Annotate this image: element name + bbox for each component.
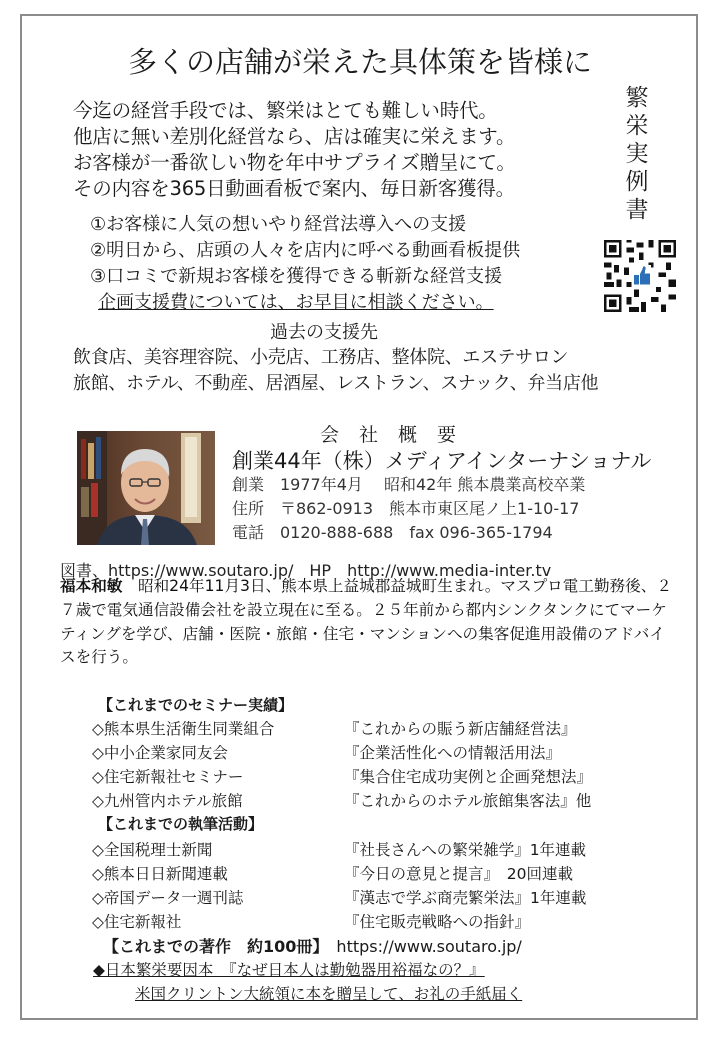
side-label-char: 繁 xyxy=(625,85,649,111)
seminar-org: ◇中小企業家同友会 xyxy=(92,744,228,762)
writing-heading: 【これまでの執筆活動】 xyxy=(98,815,264,833)
intro-line: お客様が一番欲しい物を年中サプライズ贈呈にて。 xyxy=(73,151,516,174)
seminar-heading: 【これまでのセミナー実績】 xyxy=(98,696,294,714)
company-name: 創業44年（株）メディアインターナショナル xyxy=(232,449,652,473)
clinton-note-line: 米国クリントン大統領に本を贈呈して、お礼の手紙届く xyxy=(135,985,523,1003)
company-founded: 創業 1977年4月 昭和42年 熊本農業高校卒業 xyxy=(232,475,586,494)
intro-line: その内容を365日動画看板で案内、毎日新客獲得。 xyxy=(73,177,515,200)
writing-org: ◇住宅新報社 xyxy=(92,913,182,931)
seminar-title: 『これからのホテル旅館集客法』他 xyxy=(344,792,592,810)
qr-code-icon[interactable] xyxy=(604,240,676,312)
books-url-link[interactable]: https://www.soutaro.jp/ xyxy=(336,937,522,956)
writing-org: ◇全国税理士新聞 xyxy=(92,841,213,859)
consult-line: 企画支援費については、お早目に相談ください。 xyxy=(98,292,494,313)
support-item: ①お客様に人気の想いやり経営法導入への支援 xyxy=(90,214,467,235)
featured-book-line: ◆日本繁栄要因本 『なぜ日本人は勤勉器用裕福なの？』 xyxy=(93,961,485,979)
intro-line: 今迄の経営手段では、繁栄はとても難しい時代。 xyxy=(73,99,498,122)
seminar-org: ◇住宅新報社セミナー xyxy=(92,768,244,786)
side-label-char: 例 xyxy=(625,169,649,195)
writing-title: 『住宅販売戦略への指針』 xyxy=(344,913,531,931)
company-address: 住所 〒862-0913 熊本市東区尾ノ上1-10-17 xyxy=(232,499,580,518)
company-overview-heading: 会社概要 xyxy=(320,424,477,446)
portrait-photo xyxy=(77,431,215,545)
company-phone: 電話 0120-888-688 fax 096-365-1794 xyxy=(232,523,553,542)
support-item: ③口コミで新規お客様を獲得できる斬新な経営支援 xyxy=(90,266,503,287)
website-line: 図書、https://www.soutaro.jp/ HP http://www.media-inter.tv xyxy=(60,561,552,580)
support-item: ②明日から、店頭の人々を店内に呼べる動画看板提供 xyxy=(90,240,521,261)
side-label-char: 栄 xyxy=(625,113,649,139)
side-label-char: 実 xyxy=(625,141,649,167)
seminar-org: ◇熊本県生活衛生同業組合 xyxy=(92,720,275,738)
writing-org: ◇帝国データ一週刊誌 xyxy=(92,889,244,907)
writing-org: ◇熊本日日新聞連載 xyxy=(92,865,228,883)
profile-text: 昭和24年11月3日、熊本県上益城郡益城町生まれ。マスプロ電工勤務後、２７歳で電気通信設備会社を設立現在に至る。２５年前から都内シンクタンクにてマーケティングを学び、店舗・医院・旅館・住宅・マンションへの集客促進用設備のアドバイスを行う。 xyxy=(60,577,672,667)
intro-line: 他店に無い差別化経営なら、店は確実に栄えます。 xyxy=(73,125,516,148)
seminar-title: 『企業活性化への情報活用法』 xyxy=(344,744,562,762)
seminar-org: ◇九州管内ホテル旅館 xyxy=(92,792,243,810)
profile-name: 福本和敏 xyxy=(60,577,123,595)
side-vertical-label xyxy=(622,84,652,224)
seminar-title: 『これからの賑う新店舗経営法』 xyxy=(344,720,577,738)
writing-title: 『社長さんへの繁栄雑学』1年連載 xyxy=(344,841,587,859)
writing-title: 『漢志で学ぶ商売繁栄法』1年連載 xyxy=(344,889,587,907)
books-heading-line xyxy=(103,934,522,957)
seminar-title: 『集合住宅成功実例と企画発想法』 xyxy=(344,768,593,786)
past-clients-heading: 過去の支援先 xyxy=(270,322,378,343)
side-label-char: 書 xyxy=(625,197,649,223)
past-clients-line: 旅館、ホテル、不動産、居酒屋、レストラン、スナック、弁当店他 xyxy=(73,373,599,394)
profile-bio xyxy=(60,575,675,670)
past-clients-line: 飲食店、美容理容院、小売店、工務店、整体院、エステサロン xyxy=(73,347,569,368)
writing-title: 『今日の意見と提言』 20回連載 xyxy=(344,865,573,883)
books-heading: 【これまでの著作 約100冊】 xyxy=(103,937,321,956)
page-title: 多くの店舗が栄えた具体策を皆様に xyxy=(127,45,592,79)
